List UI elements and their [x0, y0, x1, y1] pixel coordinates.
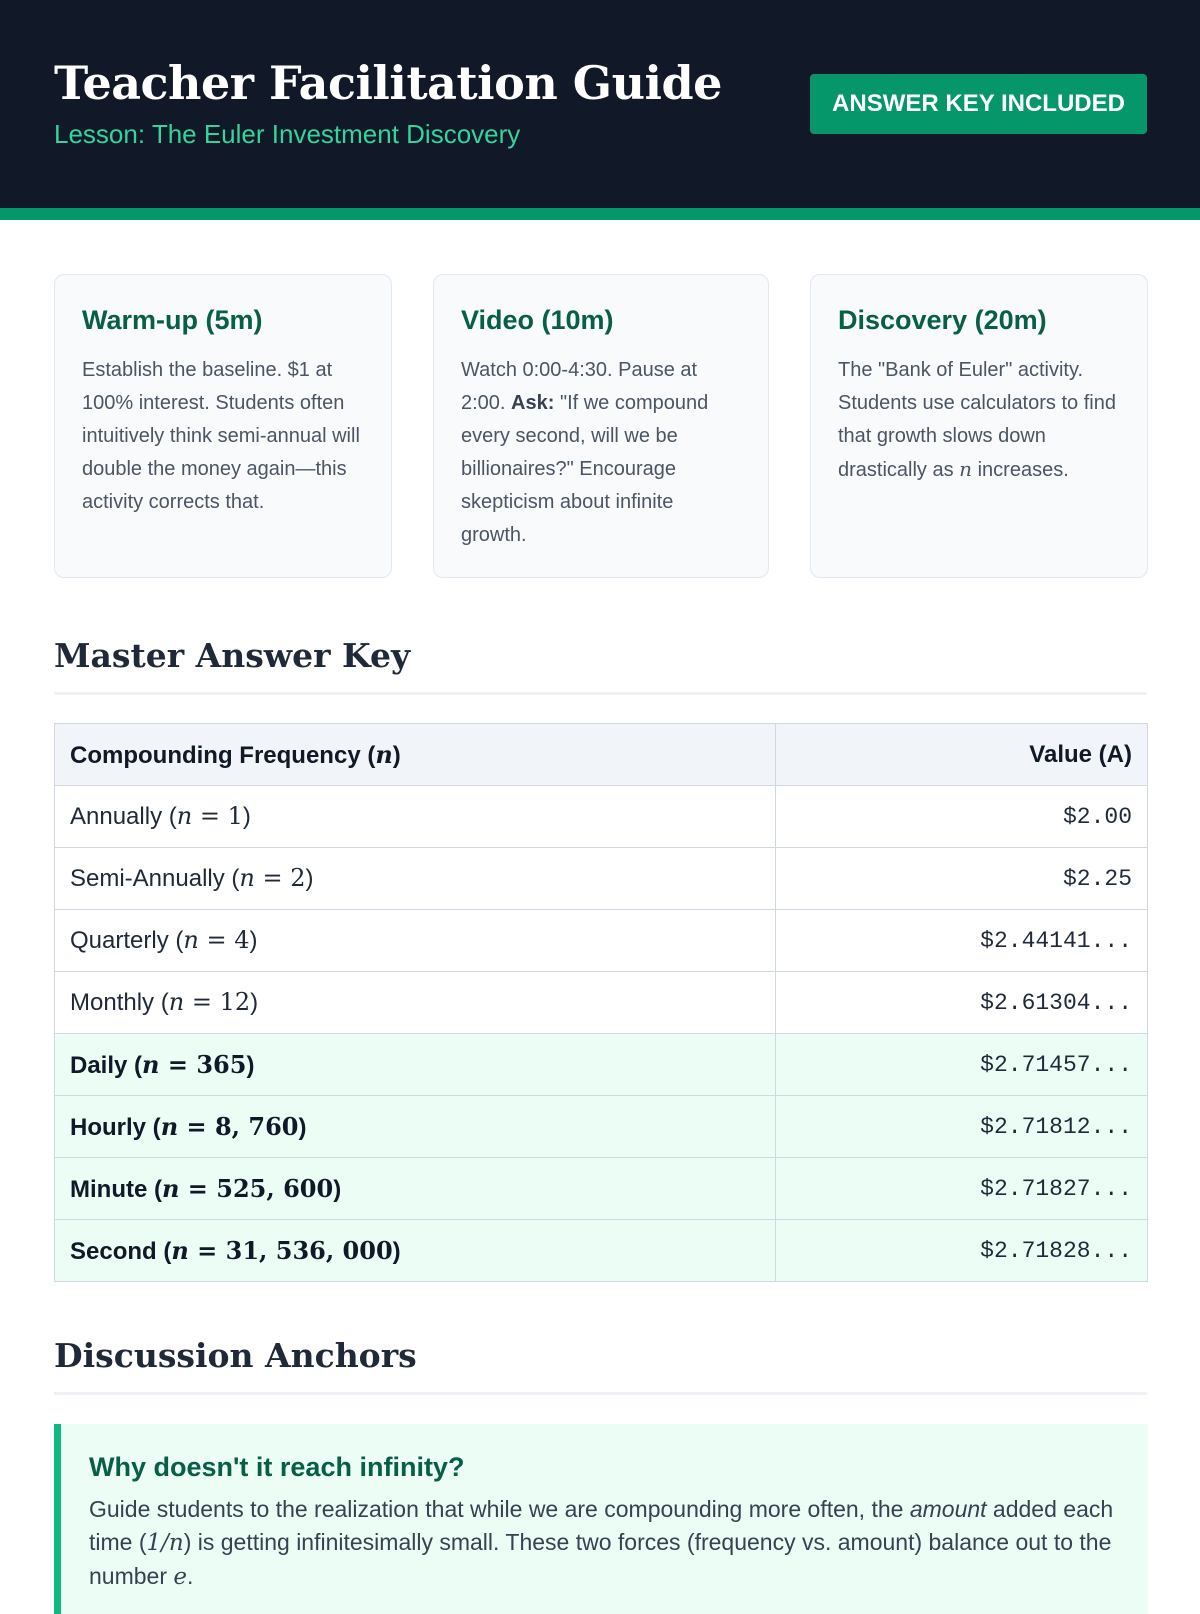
card-text: Watch 0:00-4:30. Pause at 2:00. Ask: "If we compound every second, will we be billionaires?" Encourage skepticism about infinite growth.	[461, 359, 709, 546]
value-cell: $2.61304...	[776, 972, 1148, 1034]
table-row	[55, 1034, 1148, 1096]
frequency-cell: Minute (n = 525, 600)	[55, 1158, 776, 1220]
card-title: Warm-up (5m)	[82, 305, 263, 335]
table-row	[55, 786, 1148, 848]
answer-key-rows	[55, 786, 1148, 1282]
frequency-cell: Quarterly (n = 4)	[55, 910, 776, 972]
answer-key-heading: Master Answer Key	[54, 636, 411, 675]
frequency-cell: Annually (n = 1)	[55, 786, 776, 848]
card-title: Discovery (20m)	[838, 305, 1047, 335]
value-cell: $2.71457...	[776, 1034, 1148, 1096]
value-cell: $2.71827...	[776, 1158, 1148, 1220]
table-row	[55, 1220, 1148, 1282]
callout-text: Guide students to the realization that while we are compounding more often, the amount added each time (1/n) is getting infinitesimally small. These two forces (frequency vs. amount) balance out to the number e.	[89, 1496, 1114, 1590]
section-divider	[54, 692, 1147, 695]
value-cell: $2.00	[776, 786, 1148, 848]
table-row	[55, 848, 1148, 910]
value-cell: $2.25	[776, 848, 1148, 910]
table-row	[55, 1158, 1148, 1220]
answer-key-table	[54, 723, 1148, 1282]
table-row	[55, 972, 1148, 1034]
card-warm-up	[54, 274, 392, 578]
frequency-cell: Daily (n = 365)	[55, 1034, 776, 1096]
header-accent-bar	[0, 208, 1200, 220]
discussion-callout	[54, 1424, 1148, 1614]
discussion-heading: Discussion Anchors	[54, 1336, 417, 1375]
card-discovery	[810, 274, 1148, 578]
value-cell: $2.71812...	[776, 1096, 1148, 1158]
column-header-value: Value (A)	[776, 724, 1148, 786]
value-cell: $2.71828...	[776, 1220, 1148, 1282]
card-text: Establish the baseline. $1 at 100% interest. Students often intuitively think semi-annual will double the money again—this activity corrects that.	[82, 359, 360, 513]
answer-key-badge: ANSWER KEY INCLUDED	[810, 74, 1147, 134]
frequency-cell: Hourly (n = 8, 760)	[55, 1096, 776, 1158]
page-header	[0, 0, 1200, 208]
lesson-subtitle: Lesson: The Euler Investment Discovery	[54, 119, 521, 149]
frequency-cell: Semi-Annually (n = 2)	[55, 848, 776, 910]
section-divider	[54, 1392, 1147, 1395]
frequency-cell: Second (n = 31, 536, 000)	[55, 1220, 776, 1282]
callout-title: Why doesn't it reach infinity?	[89, 1452, 465, 1482]
table-header-row	[55, 724, 1148, 786]
column-header-frequency: Compounding Frequency (n)	[55, 724, 776, 786]
frequency-cell: Monthly (n = 12)	[55, 972, 776, 1034]
card-text: The "Bank of Euler" activity. Students use calculators to find that growth slows down drastically as n increases.	[838, 359, 1116, 481]
card-title: Video (10m)	[461, 305, 614, 335]
page-title: Teacher Facilitation Guide	[54, 56, 722, 110]
card-video	[433, 274, 769, 578]
table-row	[55, 1096, 1148, 1158]
value-cell: $2.44141...	[776, 910, 1148, 972]
table-row	[55, 910, 1148, 972]
